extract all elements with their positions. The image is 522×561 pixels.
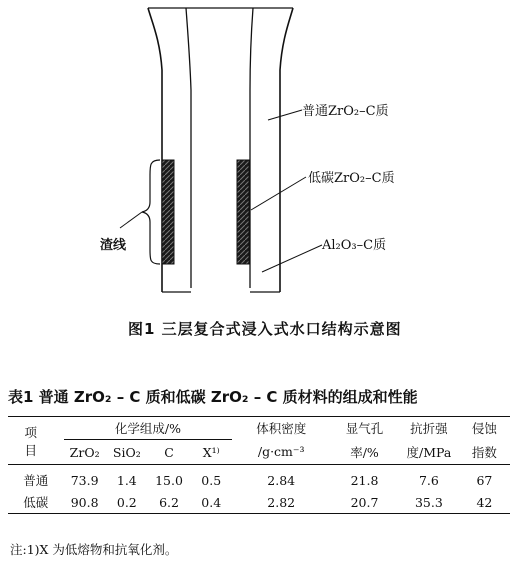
table-row (8, 465, 510, 492)
label-alumina: Al₂O₃–C质 (322, 238, 387, 253)
header-erosion-unit: 指数 (459, 440, 510, 465)
header-sio2: SiO₂ (106, 440, 148, 465)
cell-c: 6.2 (159, 494, 179, 510)
header-strength: 抗折强 (410, 421, 448, 437)
nozzle-bore-right (250, 8, 253, 288)
label-normal-zro2: 普通ZrO₂–C质 (302, 104, 389, 119)
leader-lowcarbon (251, 177, 306, 210)
cell-strength: 7.6 (418, 472, 439, 488)
table-note: 注:1)X 为低熔物和抗氧化剂。 (10, 542, 178, 557)
header-composition: 化学组成/% (64, 417, 233, 440)
cell-porosity: 20.7 (350, 494, 379, 510)
header-strength-unit: 度/MPa (399, 440, 459, 465)
cell-sio2: 0.2 (116, 494, 137, 510)
leader-slagline (120, 212, 142, 228)
slagline-band-right (237, 160, 249, 264)
slagline-brace (142, 160, 160, 264)
row-name: 低碳 (23, 495, 49, 510)
table-row (8, 491, 510, 514)
table-header-row (8, 417, 510, 440)
header-density-unit: /g·cm⁻³ (232, 440, 330, 465)
leader-alumina (262, 245, 322, 272)
header-density: 体积密度 (256, 421, 307, 437)
header-zro2: ZrO₂ (64, 440, 106, 465)
cell-zro2: 90.8 (70, 494, 99, 510)
table-title: 表1 普通 ZrO₂ – C 质和低碳 ZrO₂ – C 质材料的组成和性能 (8, 388, 418, 406)
cell-x: 0.4 (201, 494, 222, 510)
header-porosity: 显气孔 (345, 421, 384, 437)
nozzle-bore-left (186, 8, 191, 288)
row-name: 普通 (23, 473, 49, 488)
leader-normal (268, 110, 302, 120)
header-x: X¹⁾ (190, 440, 232, 465)
cell-c: 15.0 (155, 472, 183, 488)
cell-density: 2.84 (267, 472, 296, 488)
header-item: 项 目 (8, 417, 64, 465)
cell-x: 0.5 (201, 472, 222, 488)
cell-strength: 35.3 (414, 494, 443, 510)
header-c: C (148, 440, 190, 465)
cell-sio2: 1.4 (116, 472, 137, 488)
label-slagline: 渣线 (100, 238, 127, 253)
header-porosity-unit: 率/% (330, 440, 399, 465)
cell-density: 2.82 (267, 494, 296, 510)
label-lowcarbon-zro2: 低碳ZrO₂–C质 (308, 171, 395, 186)
cell-porosity: 21.8 (350, 472, 379, 488)
header-erosion: 侵蚀 (471, 421, 497, 437)
figure-caption: 图1 三层复合式浸入式水口结构示意图 (128, 320, 402, 338)
cell-erosion: 67 (476, 472, 493, 488)
cell-zro2: 73.9 (70, 472, 99, 488)
table-subheader-row (8, 440, 510, 465)
nozzle-outer-right (280, 8, 293, 292)
properties-table (8, 416, 510, 514)
cell-erosion: 42 (476, 494, 493, 510)
slagline-band-left (162, 160, 174, 264)
